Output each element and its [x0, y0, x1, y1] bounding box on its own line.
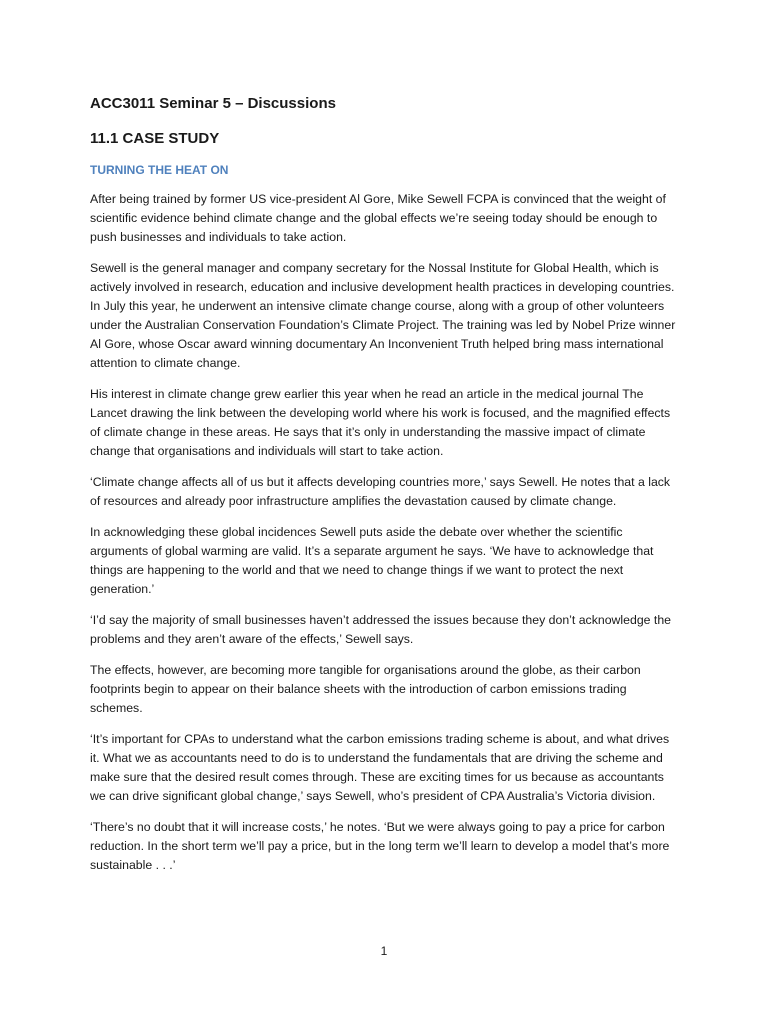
- paragraph-1: After being trained by former US vice-president Al Gore, Mike Sewell FCPA is convinced that the weight of scientific evidence behind climate change and the global effects we’re seeing today should be enough to push businesses and individuals to take action.: [90, 192, 666, 244]
- paragraph-8: ‘It’s important for CPAs to understand what the carbon emissions trading scheme is about, and what drives it. What we as accountants need to do is to understand the fundamentals that are driving the scheme and make sure that the desired result comes through. These are exciting times for us because as accountants we can drive significant global change,’ says Sewell, who’s president of CPA Australia’s Victoria division.: [90, 732, 670, 803]
- page-number: 1: [380, 944, 388, 958]
- paragraph-3: His interest in climate change grew earlier this year when he read an article in the medical journal The Lancet drawing the link between the developing world where his work is focused, and the magnified effects of climate change in these areas. He says that it’s only in understanding the massive impact of climate change that organisations and individuals will start to take action.: [90, 387, 671, 458]
- section-heading: 11.1 CASE STUDY: [90, 130, 220, 147]
- paragraph-4: ‘Climate change affects all of us but it affects developing countries more,’ says Sewell. He notes that a lack of resources and already poor infrastructure amplifies the devastation caused by climate change.: [90, 475, 671, 508]
- paragraph-5: In acknowledging these global incidences Sewell puts aside the debate over whether the scientific arguments of global warming are valid. It’s a separate argument he says. ‘We have to acknowledge that things are happening to the world and that we need to change things if we want to protect the next generation.’: [90, 525, 654, 596]
- paragraph-9: ‘There’s no doubt that it will increase costs,’ he notes. ‘But we were always going to pay a price for carbon reduction. In the short term we’ll pay a price, but in the long term we’ll learn to develop a model that’s more sustainable . . .’: [90, 820, 670, 872]
- document-title: ACC3011 Seminar 5 – Discussions: [90, 95, 336, 112]
- paragraph-7: The effects, however, are becoming more tangible for organisations around the globe, as their carbon footprints begin to appear on their balance sheets with the introduction of carbon emissions trading schemes.: [90, 663, 641, 715]
- paragraph-2: Sewell is the general manager and company secretary for the Nossal Institute for Global Health, which is actively involved in research, education and inclusive development health practices in developing countries. In July this year, he underwent an intensive climate change course, along with a group of other volunteers under the Australian Conservation Foundation’s Climate Project. The training was led by Nobel Prize winner Al Gore, whose Oscar award winning documentary An Inconvenient Truth helped bring mass international attention to climate change.: [90, 261, 676, 370]
- paragraph-6: ‘I’d say the majority of small businesses haven’t addressed the issues because they don’t acknowledge the problems and they aren’t aware of the effects,’ Sewell says.: [90, 613, 672, 646]
- document-page: [90, 94, 680, 875]
- article-subheading: TURNING THE HEAT ON: [90, 163, 229, 177]
